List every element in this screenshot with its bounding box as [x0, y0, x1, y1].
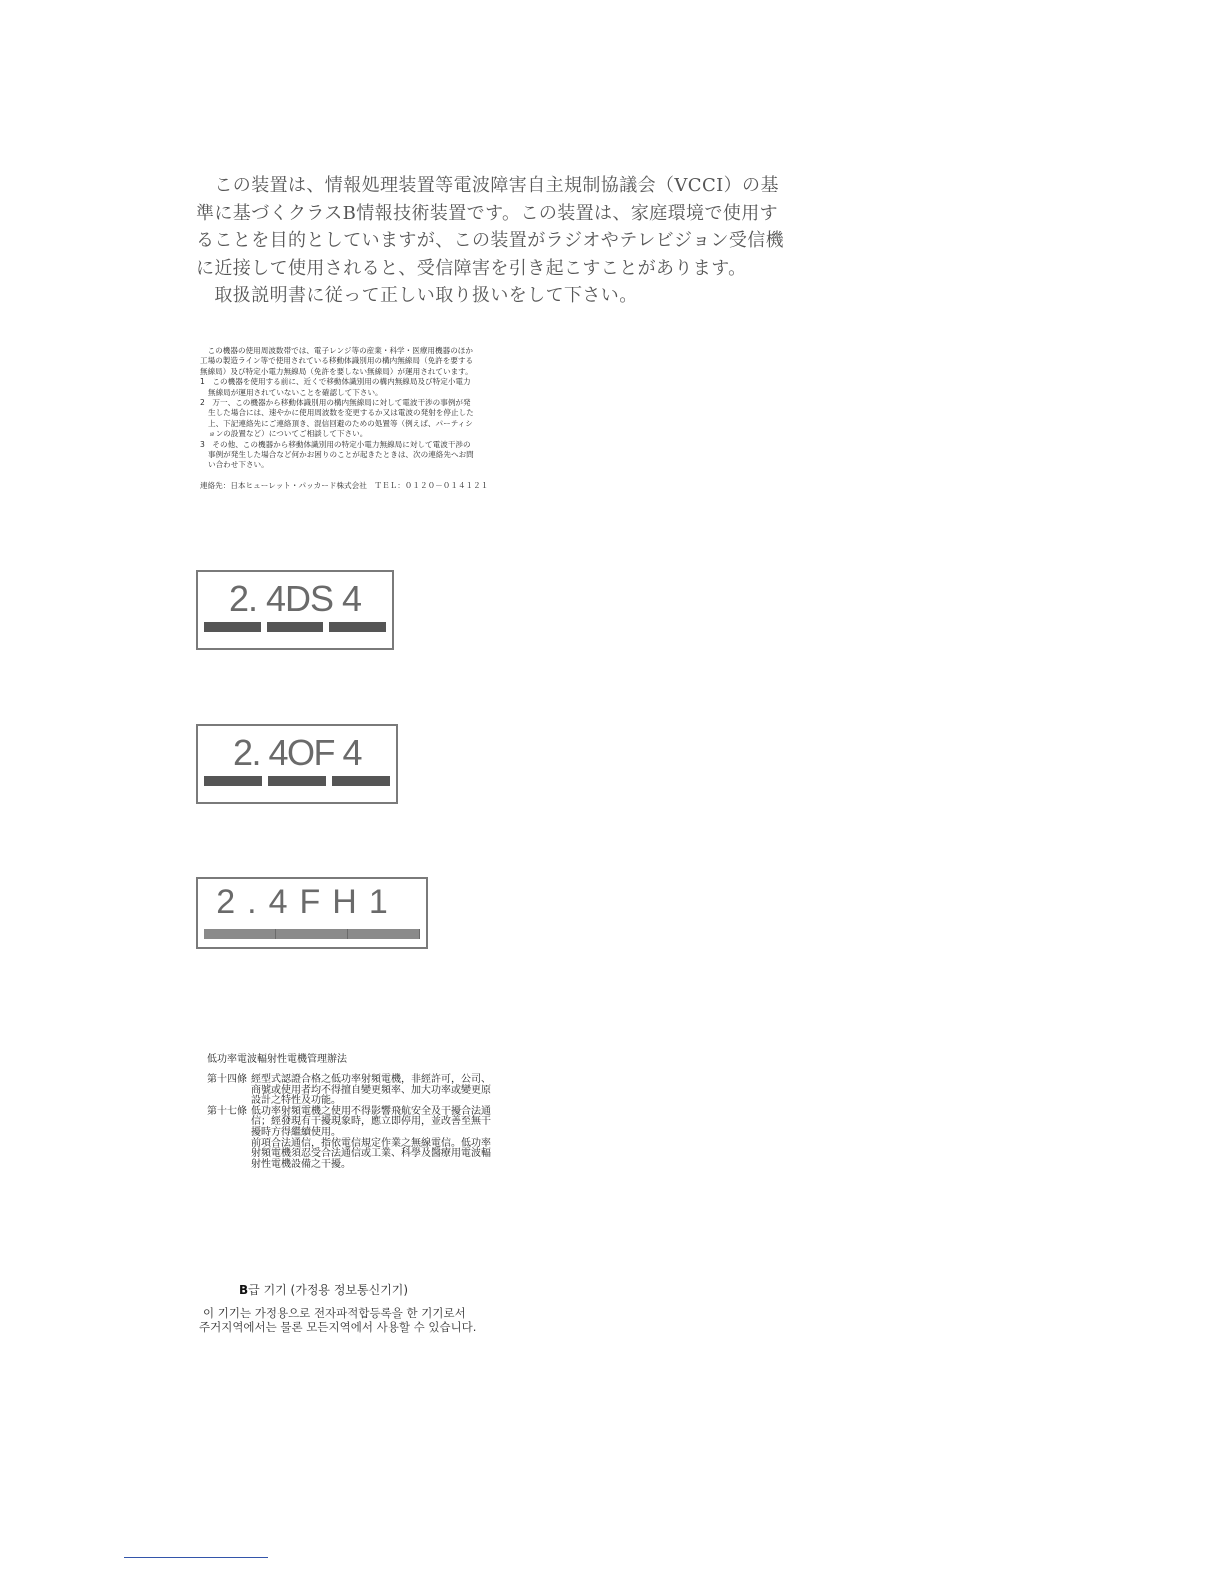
article-line: 商號或使用者均不得擅自變更頻率、加大功率或變更原 — [251, 1084, 491, 1096]
japan-radio-notice — [200, 346, 489, 491]
article-line: 設計之特性及功能。 — [251, 1095, 341, 1107]
article-line: 射頻電機須忍受合法通信或工業、科學及醫療用電波輻 — [251, 1148, 491, 1160]
jp-radio-line: い合わせ下さい。 — [208, 460, 269, 470]
jp-radio-line: 上、下記連絡先にご連絡頂き、混信回避のための処置等（例えば、パーティシ — [208, 418, 473, 428]
frequency-label-text: 2. 4OF 4 — [232, 732, 362, 773]
taiwan-article-14 — [207, 1075, 507, 1107]
article-line: 擾時方得繼續使用。 — [251, 1126, 341, 1138]
vcci-line: に近接して使用されると、受信障害を引き起こすことがあります。 — [196, 257, 747, 279]
jp-radio-line: 2 万一、この機器から移動体識別用の構内無線局に対して電波干渉の事例が発 — [200, 398, 471, 408]
korea-notice — [199, 1281, 519, 1334]
vcci-line: この装置は、情報処理装置等電波障害自主規制協議会（VCCI）の基 — [196, 175, 779, 196]
vcci-line: ることを目的としていますが、この装置がラジオやテレビジョン受信機 — [196, 230, 785, 251]
jp-radio-line: 生した場合には、速やかに使用周波数を変更するか又は電波の発射を停止した — [208, 408, 474, 418]
korea-notice-title — [239, 1281, 519, 1298]
frequency-label-ds — [196, 570, 394, 650]
article-line: 前項合法通信，指依電信規定作業之無線電信。低功率 — [251, 1137, 491, 1149]
frequency-label-text: 2.4FH1 — [216, 883, 400, 921]
frequency-band-bars — [204, 622, 386, 632]
jp-radio-line: この機器の使用周波数帯では、電子レンジ等の産業・科学・医療用機器のほか — [200, 346, 473, 355]
jp-radio-line: ョンの設置など）についてご相談して下さい。 — [208, 429, 368, 439]
korea-notice-line: 이 기기는 가정용으로 전자파적합등록을 한 기기로서 — [203, 1306, 466, 1320]
taiwan-article-17 — [207, 1107, 507, 1171]
frequency-label-text: 2. 4DS 4 — [228, 578, 362, 619]
taiwan-notice — [207, 1050, 507, 1170]
frequency-label-of — [196, 724, 398, 804]
article-line: 信；經發現有干擾現象時，應立即停用，並改善至無干 — [251, 1116, 491, 1128]
article-line: 低功率射頻電機之使用不得影響飛航安全及干擾合法通 — [251, 1105, 491, 1117]
vcci-notice — [196, 172, 786, 310]
korea-notice-line: 주거지역에서는 물론 모든지역에서 사용할 수 있습니다. — [199, 1320, 477, 1334]
jp-radio-line: 事例が発生した場合など何かお困りのことが起きたときは、次の連絡先へお問 — [208, 450, 474, 460]
vcci-line: 取扱説明書に従って正しい取り扱いをして下さい。 — [196, 285, 638, 306]
jp-radio-line: 工場の製造ライン等で使用されている移動体識別用の構内無線局（免許を要する — [200, 356, 474, 366]
jp-radio-line: 無線局）及び特定小電力無線局（免許を要しない無線局）が運用されています。 — [200, 366, 473, 376]
taiwan-notice-title: 低功率電波輻射性電機管理辦法 — [207, 1054, 347, 1065]
article-number: 第十四條 — [207, 1074, 247, 1085]
class-letter: B — [239, 1283, 249, 1297]
frequency-band-bars — [204, 776, 390, 786]
jp-radio-line: 1 この機器を使用する前に、近くで移動体識別用の構内無線局及び特定小電力 — [200, 377, 471, 387]
jp-radio-line: 3 その他、この機器から移動体識別用の特定小電力無線局に対して電波干渉の — [200, 439, 471, 449]
jp-radio-line: 無線局が運用されていないことを確認して下さい。 — [208, 387, 383, 397]
article-line: 經型式認證合格之低功率射頻電機，非經許可，公司、 — [251, 1074, 491, 1085]
frequency-band-bars — [204, 929, 420, 939]
vcci-line: 準に基づくクラスB情報技術装置です。この装置は、家庭環境で使用す — [196, 202, 779, 224]
korea-title-text: 급 기기 (가정용 정보통신기기) — [248, 1283, 409, 1297]
jp-radio-contact: 連絡先：日本ヒューレット・パッカード株式会社 ＴＥＬ：０１２０－０１４１２１ — [200, 480, 489, 490]
article-line: 射性電機設備之干擾。 — [251, 1158, 351, 1170]
footer-rule — [124, 1557, 268, 1558]
article-number: 第十七條 — [207, 1105, 247, 1117]
frequency-label-fh — [196, 877, 428, 949]
